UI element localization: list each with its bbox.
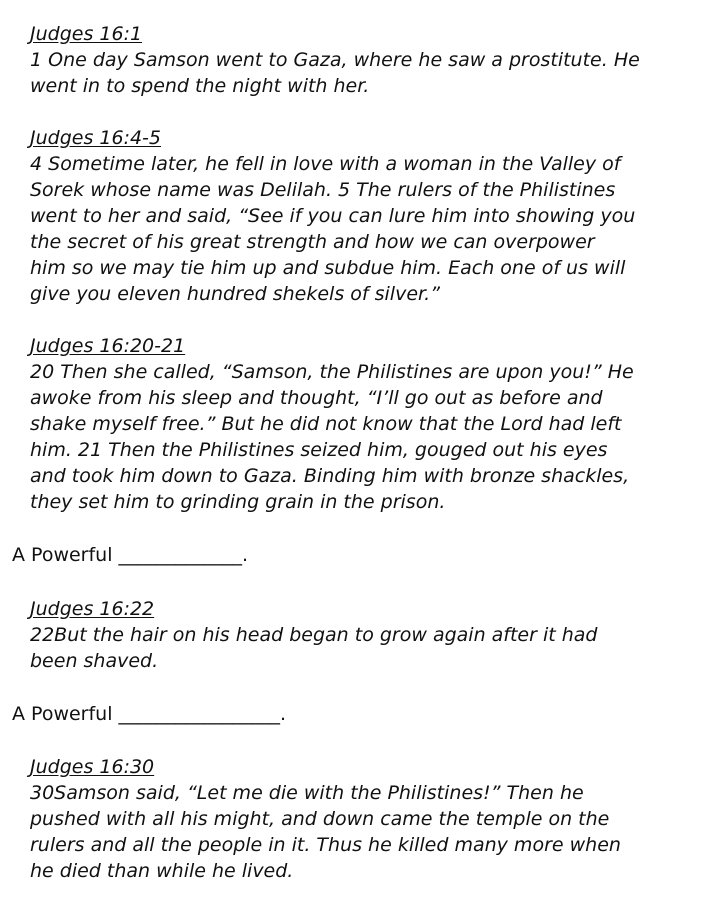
fill-in-blank-2: A Powerful _________________. — [12, 703, 287, 725]
passage-text: 20 Then she called, “Samson, the Philistines are upon you!” He awoke from his sleep and thought, “I’ll go out as before and shake myself free.” But he did not know that the Lord had left him. 21 Then the Philistines seized him, gouged out his eyes and took him down to Gaza. Binding him with bronze shackles, they set him to grinding grain in the prison. — [30, 361, 634, 513]
passage-text: 22But the hair on his head began to grow again after it had been shaved. — [30, 624, 598, 672]
fill-in-blank-1: A Powerful _____________. — [12, 544, 249, 566]
passage-reference: Judges 16:4-5 — [30, 127, 162, 149]
passage-reference: Judges 16:30 — [30, 756, 155, 778]
passage-reference: Judges 16:1 — [30, 23, 143, 45]
passage-reference: Judges 16:22 — [30, 598, 155, 620]
passage-text: 1 One day Samson went to Gaza, where he saw a prostitute. He went in to spend the night with her. — [30, 49, 640, 97]
passage-judges-16-30 — [30, 754, 690, 884]
passage-reference: Judges 16:20-21 — [30, 335, 186, 357]
passage-judges-16-20-21 — [30, 333, 690, 515]
passage-judges-16-22 — [30, 596, 690, 674]
passage-text: 4 Sometime later, he fell in love with a woman in the Valley of Sorek whose name was Delilah. 5 The rulers of the Philistines went to her and said, “See if you can lure him into showing you the secret of his great strength and how we can overpower him so we may tie him up and subdue him. Each one of us will give you eleven hundred shekels of silver.” — [30, 153, 636, 305]
passage-judges-16-4-5 — [30, 125, 690, 307]
passage-judges-16-1 — [30, 21, 690, 99]
passage-text: 30Samson said, “Let me die with the Philistines!” Then he pushed with all his might, and down came the temple on the rulers and all the people in it. Thus he killed many more when he died than while he lived. — [30, 782, 621, 882]
